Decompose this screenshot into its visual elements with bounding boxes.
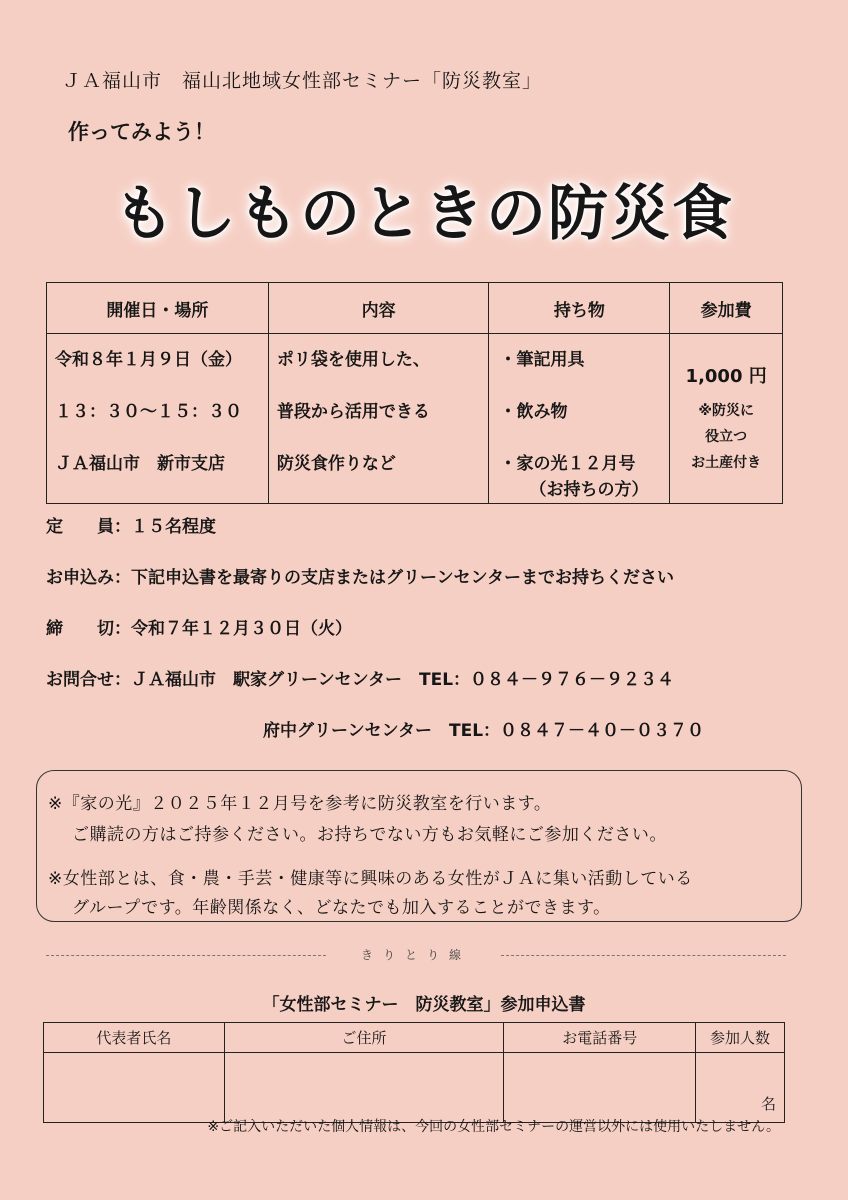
- content-line-2: 普段から活用できる: [276, 402, 430, 422]
- fee-cell: [670, 334, 783, 504]
- header-fee: 参加費: [670, 283, 783, 334]
- deadline: 締 切：令和７年１２月３０日（火）: [46, 619, 352, 639]
- address-field[interactable]: [224, 1053, 504, 1123]
- count-unit: 名: [760, 1095, 776, 1113]
- item-magazine: ・家の光１２月号: [499, 454, 636, 474]
- note-magazine-line-1: ※『家の光』２０２５年１２月号を参考に防災教室を行います。: [48, 794, 552, 814]
- header-items: 持ち物: [489, 283, 670, 334]
- event-date: 令和８年１月９日（金）: [55, 350, 242, 370]
- content-line-3: 防災食作りなど: [276, 454, 396, 474]
- items-cell: [489, 334, 670, 504]
- catchphrase: 作ってみよう！: [68, 120, 215, 144]
- event-info-table: [46, 282, 783, 504]
- header-content: 内容: [268, 283, 489, 334]
- form-title: 「女性部セミナー 防災教室」参加申込書: [262, 995, 586, 1015]
- form-header-row: [44, 1023, 785, 1053]
- note-womens-dept-line-1: ※女性部とは、食・農・手芸・健康等に興味のある女性がＪＡに集い活動している: [48, 869, 693, 889]
- phone-field[interactable]: [504, 1053, 696, 1123]
- cut-line-label: きりとり線: [360, 948, 471, 962]
- form-header-phone: お電話番号: [504, 1023, 696, 1053]
- note-magazine-line-2: ご購読の方はご持参ください。お持ちでない方もお気軽にご参加ください。: [72, 825, 667, 845]
- date-place-cell: [47, 334, 269, 504]
- contact-ekiya: お問合せ：ＪＡ福山市 駅家グリーンセンター TEL：０８４－９７６－９２３４: [46, 670, 675, 690]
- form-header-count: 参加人数: [696, 1023, 785, 1053]
- count-field[interactable]: [696, 1053, 785, 1123]
- name-field[interactable]: [44, 1053, 225, 1123]
- application-form-table: [43, 1022, 785, 1123]
- content-line-1: ポリ袋を使用した、: [276, 350, 430, 370]
- capacity: 定 員：１５名程度: [46, 517, 216, 537]
- header-date-place: 開催日・場所: [47, 283, 269, 334]
- content-cell: [268, 334, 489, 504]
- organizer-line: ＪＡ福山市 福山北地域女性部セミナー「防災教室」: [62, 70, 543, 92]
- event-time: １３：３０～１５：３０: [55, 402, 242, 422]
- fee-note-line-2: 役立つ: [705, 429, 748, 445]
- fee-note-line-1: ※防災に: [698, 403, 754, 419]
- cut-line: [46, 946, 786, 966]
- privacy-note: ※ご記入いただいた個人情報は、今回の女性部セミナーの運営以外には使用いたしません。: [207, 1119, 780, 1135]
- event-info-header-row: [47, 283, 783, 334]
- note-womens-dept-line-2: グループです。年齢関係なく、どなたでも加入することができます。: [72, 898, 611, 918]
- event-place: ＪＡ福山市 新市支店: [55, 454, 225, 474]
- form-input-row: [44, 1053, 785, 1123]
- form-header-address: ご住所: [224, 1023, 504, 1053]
- contact-fuchu: 府中グリーンセンター TEL：０８４７－４０－０３７０: [263, 721, 705, 741]
- fee-amount: 1,000 円: [685, 366, 767, 387]
- item-magazine-note: （お持ちの方）: [529, 480, 649, 500]
- application-info: お申込み：下記申込書を最寄りの支店またはグリーンセンターまでお持ちください: [46, 568, 674, 588]
- item-stationery: ・筆記用具: [499, 350, 585, 370]
- fee-note-line-3: お土産付き: [691, 455, 762, 471]
- form-header-name: 代表者氏名: [44, 1023, 225, 1053]
- event-info-row: [47, 334, 783, 504]
- item-drink: ・飲み物: [499, 402, 568, 422]
- page-title: もしものときの防災食: [114, 179, 734, 249]
